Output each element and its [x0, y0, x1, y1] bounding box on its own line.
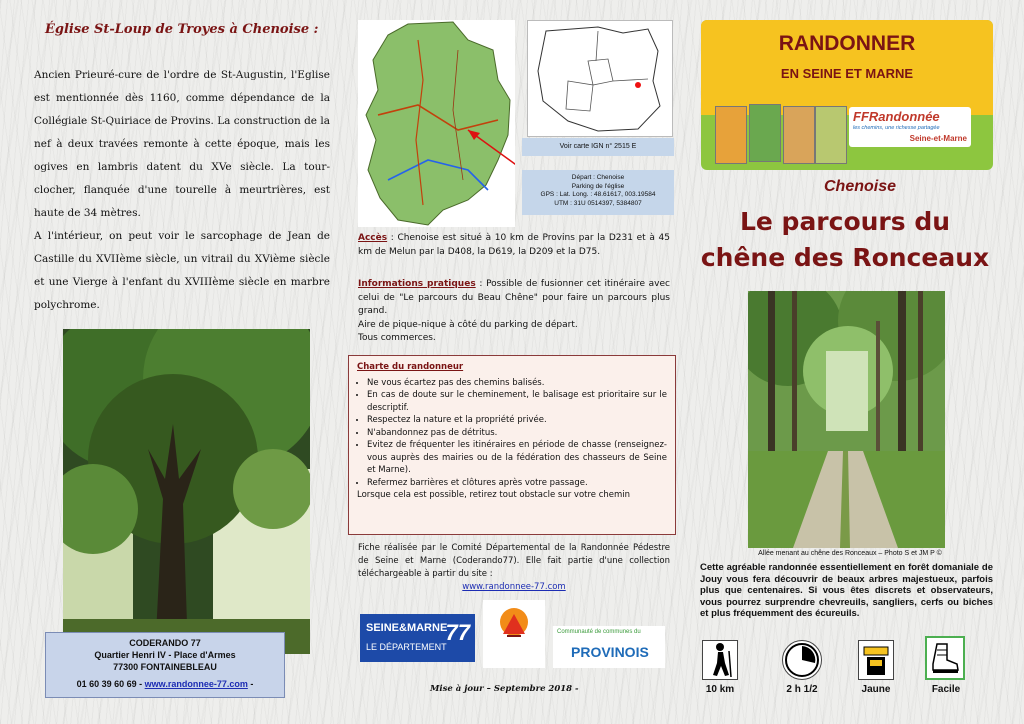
charter-footer: Lorsque cela est possible, retirez tout obstacle sur votre chemin	[357, 490, 631, 500]
departure-line-2: Parking de l'église	[571, 182, 625, 190]
charter-list	[357, 377, 667, 490]
provinois-name: PROVINOIS	[571, 644, 649, 660]
logo-sm-subtitle: LE DÉPARTEMENT	[366, 642, 447, 652]
church-description	[34, 64, 330, 317]
oak-tree-photo	[63, 329, 310, 654]
church-paragraph-1: Ancien Prieuré-cure de l'ordre de St-Augustin, l'Eglise est mentionnée dès 1160, comme dépendance de la Collégiale St-Quiriace de Provins. La construction de la nef à deux travées remonte à cette époque, mais les ogives en lambris datent du XVe siècle. La tour-clocher, flanquée d'une tourelle à meurtrières, est haute de 34 mètres.	[34, 69, 330, 219]
church-title: Église St-Loup de Troyes à Chenoise :	[45, 22, 319, 37]
hiker-charter-box	[348, 355, 676, 535]
charter-item: • En cas de doute sur le cheminement, le balisage est prioritaire sur le descriptif.	[367, 389, 667, 414]
coderando-logo	[483, 600, 545, 668]
contact-website-link[interactable]: www.randonnee-77.com	[144, 679, 248, 689]
charter-item: • Respectez la nature et la propriété privée.	[367, 414, 667, 427]
seine-et-marne-logo	[360, 614, 475, 662]
route-title-line-2: chêne des Ronceaux	[700, 243, 990, 272]
seine-et-marne-map	[358, 20, 515, 227]
route-description: Cette agréable randonnée essentiellement en forêt domaniale de Jouy vous fera découvrir de beaux arbres majestueux, parfois plus que centenaires. Si vous êtes discrets et observateurs, vous pourrez surprendre chevreuils, sangliers, cerfs ou biches et plus fréquemment des écureuils.	[700, 562, 993, 619]
church-paragraph-2: A l'intérieur, on peut voir le sarcophage de Jean de Castille du XVIIème siècle, un vitrail du XVième siècle et une Vierge à l'enfant du XVIIIème siècle en marbre polychrome.	[34, 230, 330, 311]
town-name: Chenoise	[823, 178, 896, 195]
charter-item: • Ne vous écartez pas des chemins balisés.	[367, 377, 667, 390]
route-title	[700, 204, 990, 276]
duration-label: 2 h 1/2	[786, 684, 818, 695]
contact-address-2: 77300 FONTAINEBLEAU	[113, 662, 217, 672]
guidebook-cover	[815, 106, 847, 164]
hiker-icon	[702, 640, 738, 680]
access-text: : Chenoise est situé à 10 km de Provins par la D231 et à 45 km de Melun par la D408, la D619, la D209 et la D75.	[358, 233, 670, 257]
photo-caption: Allée menant au chêne des Ronceaux – Photo S et JM P ©	[758, 550, 942, 557]
contact-address-1: Quartier Henri IV - Place d'Armes	[94, 650, 236, 660]
marking-label: Jaune	[861, 684, 891, 695]
guidebook-cover	[749, 104, 781, 162]
credits-website-link[interactable]: www.randonnee-77.com	[462, 582, 566, 592]
ign-map-note: Voir carte IGN n° 2515 E	[522, 138, 674, 156]
charter-title: Charte du randonneur	[357, 362, 464, 372]
access-label: Accès	[358, 233, 388, 243]
charter-item: • Refermez barrières et clôtures après votre passage.	[367, 477, 667, 490]
departure-info	[522, 170, 674, 215]
practical-info-picnic: Aire de pique-nique à côté du parking de départ.	[358, 319, 578, 330]
banner-title: RANDONNER	[778, 32, 916, 55]
provinois-logo	[553, 626, 665, 668]
update-date: Mise à jour – Septembre 2018 -	[430, 684, 579, 694]
practical-info-shops: Tous commerces.	[358, 333, 436, 343]
contact-box	[45, 632, 285, 698]
guidebook-cover	[783, 106, 815, 164]
departure-utm: UTM : 31U 0514397, 5384807	[554, 199, 642, 207]
contact-trailing-dash: -	[250, 679, 254, 689]
provinois-small-text: Communauté de communes du	[557, 629, 641, 635]
charter-item: • Evitez de fréquenter les itinéraires en période de chasse (renseignez-vous auprès des mairies ou de la fédération des chasseurs de Seine et Marne).	[367, 439, 667, 477]
contact-line	[46, 678, 284, 690]
practical-info-text: : Possible de fusionner cet itinéraire avec celui de "Le parcours du Beau Chêne" pour faire un parcours plus grand.	[358, 279, 670, 316]
banner-subtitle: EN SEINE ET MARNE	[780, 66, 914, 81]
distance-label: 10 km	[705, 684, 735, 695]
ffrandonnee-logo	[849, 107, 971, 147]
paint-pot-icon	[858, 640, 894, 680]
access-section	[358, 232, 670, 259]
ffr-name: FFRandonnée	[853, 109, 940, 124]
forest-path-photo	[748, 291, 945, 548]
ffr-tagline: les chemins, une richesse partagée	[853, 125, 940, 131]
departure-line-1: Départ : Chenoise	[571, 174, 625, 181]
route-title-line-1: Le parcours du	[739, 207, 951, 236]
contact-phone: 01 60 39 60 69 -	[76, 679, 143, 689]
credits-section	[358, 542, 670, 594]
departure-gps: GPS : Lat. Long. : 48.61617, 003.19584	[540, 191, 656, 198]
ile-de-france-map	[527, 20, 673, 137]
logo-sm-number: 77	[445, 620, 470, 645]
credits-text: Fiche réalisée par le Comité Départemental de la Randonnée Pédestre de Seine et Marne (Coderando77). Elle fait partie d'une collection téléchargeable à partir du site :	[358, 543, 670, 579]
charter-item: • N'abandonnez pas de détritus.	[367, 427, 667, 440]
practical-info-label: Informations pratiques	[358, 279, 476, 289]
contact-org: CODERANDO 77	[129, 638, 201, 648]
guidebook-cover	[715, 106, 747, 164]
practical-info-section	[358, 278, 670, 346]
boot-icon	[925, 636, 965, 680]
ffr-region: Seine-et-Marne	[909, 134, 967, 143]
stopwatch-icon	[782, 640, 822, 680]
difficulty-label: Facile	[931, 684, 961, 695]
logo-sm-name: SEINE&MARNE	[366, 622, 448, 634]
randonner-banner	[701, 20, 993, 170]
